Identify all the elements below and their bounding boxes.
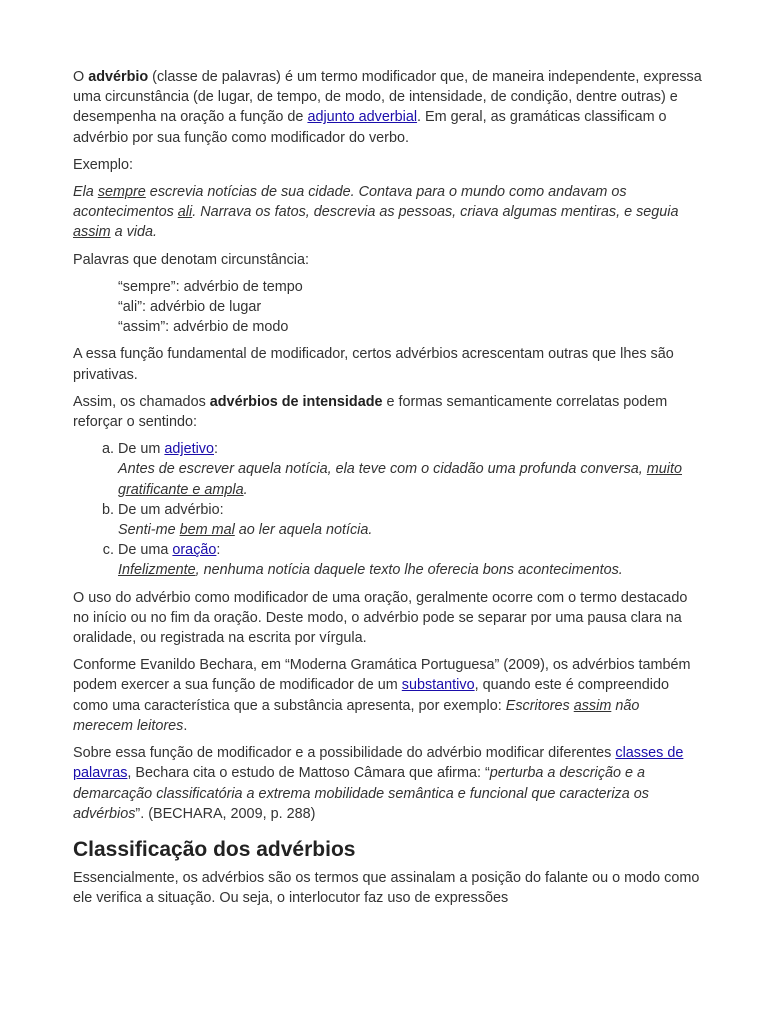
link-adjunto-adverbial[interactable]: adjunto adverbial <box>307 109 418 126</box>
text: Ela <box>73 184 98 201</box>
text: Assim, os chamados <box>73 393 210 410</box>
underlined-adverb: assim <box>73 224 111 241</box>
link-classes-de-palavras[interactable]: classes de palavras <box>73 745 684 782</box>
paragraph: O uso do advérbio como modificador de uma oração, geralmente ocorre com o termo destacado no início ou no fim da oração. Deste modo, o advérbio pode se separar por uma pausa clara na oralidade, ou registrada na escrita por vírgula. <box>73 589 688 647</box>
paragraph: A essa função fundamental de modificador, certos advérbios acrescentam outras que lhes são privativas. <box>73 346 674 383</box>
list-item-b <box>118 500 703 540</box>
example-label: Exemplo: <box>73 156 133 173</box>
text: Senti-me <box>118 522 180 539</box>
example-sentence <box>118 560 703 580</box>
text: De um advérbio: <box>118 501 224 518</box>
text: Conforme Evanildo Bechara, em “Moderna Gramática Portuguesa” (2009), os advérbios também podem exercer a sua função de modificador de um <box>73 657 691 694</box>
underlined-adverb: ali <box>177 204 193 221</box>
paragraph: Essencialmente, os advérbios são os termos que assinalam a posição do falante ou o modo como ele verifica a situação. Ou seja, o interlocutor faz uso de expressões <box>73 869 700 907</box>
text: , quando este é compreendido como uma característica que a substância apresenta, por exemplo: <box>73 677 669 714</box>
text: . <box>243 481 248 498</box>
circumstance-label: Palavras que denotam circunstância: <box>73 251 309 268</box>
text: ao ler aquela notícia. <box>234 522 373 539</box>
text: a vida. <box>110 224 157 241</box>
text: De uma <box>118 542 173 559</box>
list-item: “assim”: advérbio de modo <box>118 319 289 336</box>
list-item: “sempre”: advérbio de tempo <box>118 278 303 295</box>
text: ”. (BECHARA, 2009, p. 288) <box>135 805 316 822</box>
document-body <box>73 67 703 915</box>
text: : <box>216 542 221 559</box>
underlined-adverb: sempre <box>97 184 146 201</box>
underlined-phrase: Infelizmente <box>118 562 196 579</box>
intensity-paragraph <box>73 392 703 432</box>
link-oracao[interactable]: oração <box>172 542 217 559</box>
example-sentence <box>118 459 703 499</box>
text: (classe de palavras) é um termo modificador que, de maneira independente, expressa uma circunstância (de lugar, de tempo, de modo, de intensidade, de condição, dentre outras) e desempenha na oração a função de <box>73 69 702 126</box>
link-substantivo[interactable]: substantivo <box>401 677 475 694</box>
text: De um <box>118 441 165 458</box>
text: escrevia notícias de sua cidade. Contava para o mundo como andavam os acontecimentos <box>73 184 627 221</box>
section-heading: Classificação dos advérbios <box>73 837 356 861</box>
text: : <box>214 441 218 458</box>
list-item-c <box>118 540 703 580</box>
text: . Em geral, as gramáticas classificam o advérbio por sua função como modificador do verbo. <box>73 109 667 146</box>
list-item-a <box>118 439 703 500</box>
circumstance-list <box>73 277 703 338</box>
bechara-paragraph <box>73 655 703 736</box>
underlined-phrase: bem mal <box>179 522 235 539</box>
text: e formas semanticamente correlatas podem reforçar o sentindo: <box>73 393 668 431</box>
bold-term: advérbio <box>88 69 149 85</box>
text: . Narrava os fatos, descrevia as pessoas, criava algumas mentiras, e seguia <box>192 204 679 221</box>
bold-term: advérbios de intensidade <box>209 393 383 410</box>
quote-text: perturba a descrição e a demarcação classificatória a extrema mobilidade semântica e funcional que caracteriza os advérbios <box>73 765 649 822</box>
link-adjetivo[interactable]: adjetivo <box>164 441 214 458</box>
example-text: Escritores <box>505 697 574 714</box>
list-item: “ali”: advérbio de lugar <box>118 299 262 316</box>
quote-paragraph <box>73 743 703 824</box>
text: Sobre essa função de modificador e a possibilidade do advérbio modificar diferentes <box>73 745 616 762</box>
example-paragraph <box>73 182 703 243</box>
underlined-adverb: assim <box>573 697 612 714</box>
text: , nenhuma notícia daquele texto lhe oferecia bons acontecimentos. <box>195 562 623 579</box>
underlined-phrase: muito gratificante e ampla <box>118 461 682 498</box>
text: , Bechara cita o estudo de Mattoso Câmara que afirma: “ <box>127 765 490 782</box>
intro-paragraph <box>73 67 703 148</box>
example-sentence <box>118 520 703 540</box>
text: . <box>183 717 188 734</box>
text: Antes de escrever aquela notícia, ela teve com o cidadão uma profunda conversa, <box>118 461 647 478</box>
text: O <box>73 69 89 85</box>
intensity-list <box>73 439 703 580</box>
example-text: não merecem leitores <box>73 697 640 734</box>
